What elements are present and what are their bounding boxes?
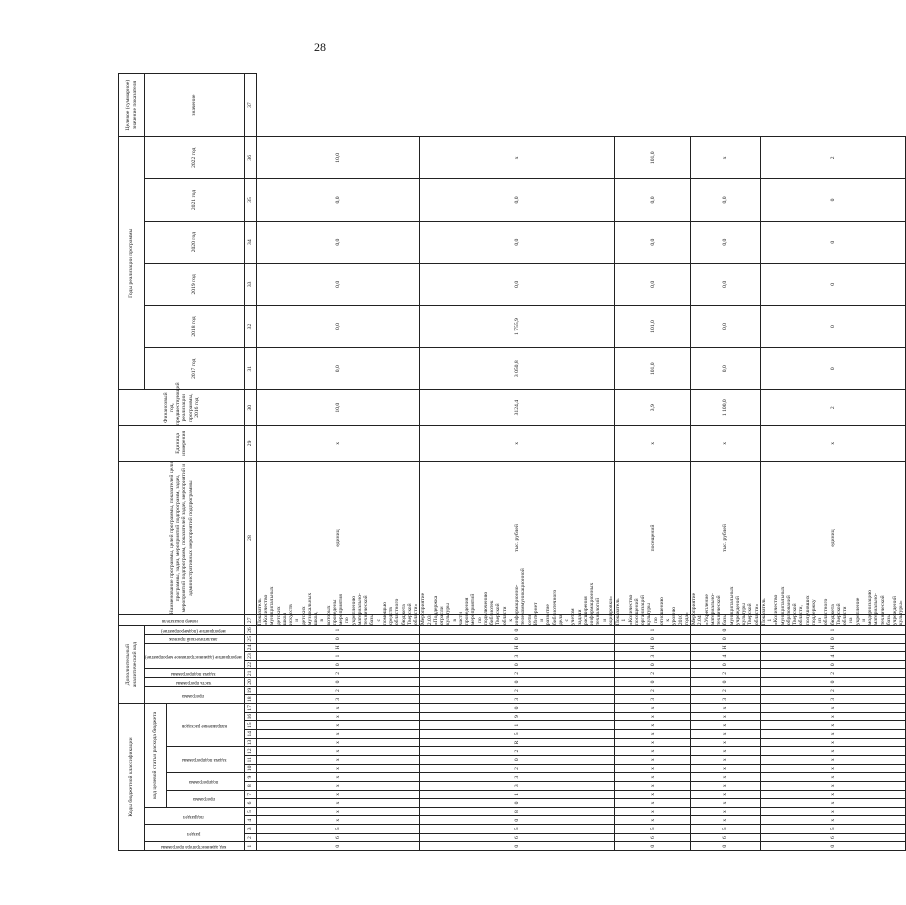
code-cell: Н (420, 643, 615, 652)
header-financial-year: Финансовый год, предшествующий реализации программы, 2016 год (119, 390, 245, 426)
header-target-article: код целевой статьи расхода бюджета (145, 704, 167, 808)
code-cell: х (691, 764, 761, 773)
row-year-value: 2 (760, 390, 905, 426)
row-year-value: 0,0 (420, 179, 615, 221)
code-cell: х (691, 799, 761, 808)
code-cell: х (615, 755, 691, 764)
code-cell: х (615, 704, 691, 713)
row-year-value: 0,0 (691, 263, 761, 305)
code-cell: Н (615, 643, 691, 652)
code-cell: х (760, 755, 905, 764)
column-number: 3 (244, 825, 256, 834)
row-year-value: 3,9 (615, 390, 691, 426)
column-number: 9 (244, 773, 256, 782)
code-cell: 0 (420, 704, 615, 713)
row-year-value: 0,0 (256, 263, 420, 305)
row-year-value: 0,0 (256, 348, 420, 390)
code-cell: х (615, 781, 691, 790)
column-number: 10 (244, 764, 256, 773)
code-cell: х (760, 730, 905, 739)
row-year-value: 3124,4 (420, 390, 615, 426)
column-number: 6 (244, 799, 256, 808)
code-cell: х (760, 807, 905, 816)
column-number: 27 (244, 615, 256, 626)
code-cell: 0 (615, 842, 691, 851)
header-value: значение (145, 74, 245, 137)
column-number: 28 (244, 461, 256, 615)
code-cell: 8 (420, 807, 615, 816)
column-number: 19 (244, 686, 256, 695)
code-cell: х (760, 816, 905, 825)
code-cell: х (615, 712, 691, 721)
row-target: 10,0 (256, 137, 420, 179)
header-budget-classification: Коды бюджетной классификации (119, 704, 145, 851)
header-ts-subprogram-label: подпрограмма (189, 779, 219, 785)
code-cell: х (691, 712, 761, 721)
code-cell: Н (760, 643, 905, 652)
code-cell: 2 (420, 669, 615, 678)
code-cell: 2 (420, 764, 615, 773)
header-subsection-label: подраздел (183, 813, 204, 819)
row-unit: единиц (760, 461, 905, 615)
code-cell: 0 (420, 799, 615, 808)
code-cell: 6 (420, 833, 615, 842)
code-cell: 6 (760, 833, 905, 842)
code-cell: 0 (691, 634, 761, 643)
code-cell: 0 (256, 634, 420, 643)
code-cell: 0 (615, 660, 691, 669)
header-event-index (145, 626, 245, 635)
code-cell: 2 (420, 747, 615, 756)
header-subprogram-task-label: задача подпрограммы (171, 671, 216, 676)
code-cell: 5 (420, 825, 615, 834)
code-cell: х (615, 764, 691, 773)
table-row (615, 74, 691, 851)
indicator-number-cell: 1 (760, 626, 905, 635)
header-unit: Единица измерения (119, 426, 245, 462)
code-cell: х (760, 712, 905, 721)
row-year-value: 0,0 (691, 348, 761, 390)
code-cell: х (691, 730, 761, 739)
code-cell: х (760, 721, 905, 730)
column-number: 30 (244, 390, 256, 426)
code-cell: 4 (760, 652, 905, 661)
table-row (691, 74, 761, 851)
header-ts-program (166, 790, 244, 807)
indicator-number-cell: 0 (420, 626, 615, 635)
code-cell: х (760, 790, 905, 799)
row-year-value: 0,0 (615, 221, 691, 263)
code-cell: 5 (615, 825, 691, 834)
code-cell: 3 (420, 773, 615, 782)
column-number: 1 (244, 842, 256, 851)
header-event-activity-label: мероприятие (административное мероприятие) (145, 653, 242, 659)
code-cell: 3 (420, 781, 615, 790)
code-cell: 0 (691, 678, 761, 687)
header-indicator-number-label: номер показателя (162, 617, 199, 623)
code-cell: х (256, 704, 420, 713)
code-cell: 5 (760, 825, 905, 834)
row-year-value: 0,0 (256, 221, 420, 263)
code-cell: х (760, 773, 905, 782)
code-cell: 2 (691, 686, 761, 695)
row-target: х (420, 137, 615, 179)
column-number: 5 (244, 807, 256, 816)
code-cell: 0 (420, 660, 615, 669)
row-year-value: 0 (760, 221, 905, 263)
column-number: 21 (244, 669, 256, 678)
column-number: 14 (244, 730, 256, 739)
row-year-value: 10,0 (256, 390, 420, 426)
page-number: 28 (314, 40, 326, 54)
column-number: 20 (244, 678, 256, 687)
column-number: 15 (244, 721, 256, 730)
header-year-1: 2017 год (145, 348, 245, 390)
code-cell: 0 (615, 678, 691, 687)
column-number: 17 (244, 704, 256, 713)
code-cell: 6 (256, 833, 420, 842)
header-program (145, 686, 245, 703)
row-year-value: 101,0 (615, 348, 691, 390)
column-number: 7 (244, 790, 256, 799)
code-cell: 0 (760, 842, 905, 851)
row-financial-year: х (760, 426, 905, 462)
column-number: 29 (244, 426, 256, 462)
code-cell: 0 (420, 678, 615, 687)
code-cell: х (760, 764, 905, 773)
code-cell: х (760, 781, 905, 790)
code-cell: 1 (420, 721, 615, 730)
row-financial-year: х (691, 426, 761, 462)
code-cell: х (760, 704, 905, 713)
column-number: 36 (244, 137, 256, 179)
code-cell: 3 (420, 695, 615, 704)
header-year-5: 2021 год (145, 179, 245, 221)
row-year-value: 0,0 (691, 179, 761, 221)
column-number: 22 (244, 660, 256, 669)
code-cell: Н (691, 643, 761, 652)
row-target: 2 (760, 137, 905, 179)
row-financial-year: х (256, 426, 420, 462)
code-cell: 4 (691, 652, 761, 661)
column-number: 2 (244, 833, 256, 842)
code-cell: 3 (256, 695, 420, 704)
row-name: Показатель 1 «Количество посещений организаций культуры по отношению к уровню 2010 года» (615, 594, 690, 626)
row-name: Мероприятие 2.03 «Поддержка отрасли культуры в части проведения мероприятий по подключению библиотек Тверской области к информационно-телекоммуникационной сети Интернет и развитие библиотечного дела с учетом задачи расширения информационных технологий и оцифровки» (420, 568, 614, 626)
code-cell: 3 (760, 695, 905, 704)
column-number: 37 (244, 74, 256, 137)
code-cell: х (615, 790, 691, 799)
code-cell: х (615, 773, 691, 782)
header-subsection (145, 807, 245, 824)
code-cell: х (691, 807, 761, 816)
code-cell: х (256, 773, 420, 782)
code-cell: х (615, 721, 691, 730)
table-row (256, 74, 420, 851)
header-year-4: 2020 год (145, 221, 245, 263)
row-year-value: 1 100,0 (691, 390, 761, 426)
code-cell: х (760, 799, 905, 808)
code-cell: х (615, 747, 691, 756)
code-cell: 0 (760, 660, 905, 669)
header-section-label: раздел (186, 830, 200, 836)
row-unit: посещений (615, 461, 691, 615)
row-year-value: 0 (760, 305, 905, 347)
code-cell: х (256, 764, 420, 773)
code-cell: 0 (615, 634, 691, 643)
rotated-table-container (118, 73, 905, 851)
row-year-value: 0 (760, 348, 905, 390)
code-cell: х (256, 790, 420, 799)
code-cell: 3 (615, 695, 691, 704)
row-year-value: 101,0 (615, 305, 691, 347)
header-ts-direction-label: направление расходов (181, 722, 227, 728)
code-cell: 0 (420, 842, 615, 851)
row-year-value: 0,0 (615, 179, 691, 221)
header-ts-direction (166, 704, 244, 747)
code-cell: 0 (691, 660, 761, 669)
code-cell: х (615, 799, 691, 808)
header-name: Наименование программы, целей программы, показателей цели программы, задач, мероприятий подпрограмм, задач, мероприятий подпрограмм, показателей задач, мероприятий и административных мероприятий подпрограммы (119, 461, 245, 615)
code-cell: х (760, 747, 905, 756)
code-cell: 2 (760, 686, 905, 695)
code-cell: 2 (760, 669, 905, 678)
code-cell: х (691, 790, 761, 799)
column-number: 23 (244, 652, 256, 661)
code-cell: х (615, 807, 691, 816)
document-sheet (118, 73, 905, 851)
row-unit: тыс. рублей (691, 461, 761, 615)
code-cell: 2 (691, 669, 761, 678)
column-number: 33 (244, 263, 256, 305)
code-cell: х (691, 704, 761, 713)
column-number: 31 (244, 348, 256, 390)
header-admin-code (145, 842, 245, 851)
code-cell: х (256, 816, 420, 825)
program-table (118, 73, 906, 851)
code-cell: х (256, 730, 420, 739)
header-year-3: 2019 год (145, 263, 245, 305)
header-analytic-sign-label: аналитический признак (169, 636, 218, 642)
code-cell: х (256, 738, 420, 747)
row-year-value: 0,0 (256, 179, 420, 221)
code-cell: х (691, 816, 761, 825)
header-analytic-sign (145, 634, 245, 643)
code-cell: 0 (256, 678, 420, 687)
row-financial-year: х (615, 426, 691, 462)
code-cell: 0 (760, 634, 905, 643)
code-cell: 0 (420, 755, 615, 764)
header-implementation-years: Годы реализации программы (119, 137, 145, 390)
header-indicator-number (119, 615, 245, 626)
code-cell: 9 (420, 712, 615, 721)
row-name: Мероприятие 2.04 «Укрепление материально-технической базы муниципальных учреждений культуры Тверской области» (691, 586, 760, 626)
code-cell: Н (256, 643, 420, 652)
column-number: 12 (244, 747, 256, 756)
row-year-value: 0 (760, 179, 905, 221)
code-cell: х (256, 721, 420, 730)
row-unit: тыс. рублей (420, 461, 615, 615)
column-number: 11 (244, 755, 256, 764)
row-year-value: 0,0 (420, 221, 615, 263)
code-cell: 6 (615, 833, 691, 842)
header-year-2: 2018 год (145, 305, 245, 347)
row-year-value: 0,0 (691, 305, 761, 347)
code-cell: 0 (691, 842, 761, 851)
code-cell: х (256, 747, 420, 756)
column-number: 4 (244, 816, 256, 825)
column-number: 25 (244, 634, 256, 643)
column-number: 26 (244, 626, 256, 635)
header-admin-code-label: код администратора программы (160, 843, 226, 849)
code-cell: х (691, 773, 761, 782)
code-cell: 1 (420, 790, 615, 799)
column-number: 34 (244, 221, 256, 263)
code-cell: х (256, 755, 420, 764)
code-cell: 6 (691, 833, 761, 842)
code-cell: х (256, 799, 420, 808)
row-year-value: 3 050,8 (420, 348, 615, 390)
code-cell: 0 (420, 816, 615, 825)
row-year-value: 0 (760, 263, 905, 305)
table-row (420, 74, 615, 851)
code-cell: х (615, 738, 691, 747)
code-cell: х (256, 781, 420, 790)
header-ts-program-label: программа (193, 796, 216, 802)
code-cell: 5 (256, 825, 420, 834)
code-cell: х (615, 730, 691, 739)
code-cell: х (691, 721, 761, 730)
row-year-value: 0,0 (615, 263, 691, 305)
code-cell: х (691, 747, 761, 756)
row-target: х (691, 137, 761, 179)
code-cell: х (256, 712, 420, 721)
row-name: Показатель «Количество муниципальных детских школ искусств и детских музыкальных школ, в которых проведены мероприятия по укреплению материально-технической базы с помощью средств областного бюджета Тверской области» (256, 586, 420, 626)
code-cell: 0 (420, 634, 615, 643)
header-section (145, 825, 245, 842)
column-number: 18 (244, 695, 256, 704)
header-ts-subprogram (166, 773, 244, 790)
row-year-value: 0,0 (256, 305, 420, 347)
code-cell: 0 (760, 678, 905, 687)
header-event-index-label: мероприятие (подмероприятие) (161, 627, 226, 633)
header-program-part-label: часть программы (175, 679, 211, 685)
column-number: 32 (244, 305, 256, 347)
header-event-activity (145, 643, 245, 669)
code-cell: х (760, 738, 905, 747)
column-number: 13 (244, 738, 256, 747)
indicator-number-cell: 1 (256, 626, 420, 635)
code-cell: х (691, 755, 761, 764)
row-year-value: 0,0 (691, 221, 761, 263)
code-cell: 1 (256, 652, 420, 661)
table-row (760, 74, 905, 851)
header-program-part (145, 678, 245, 687)
row-year-value: 1 755,9 (420, 305, 615, 347)
row-name: Показатель 1 «Количество муниципальных образований Тверской области, получивших поддержку из областного бюджета Тверской области на укрепление и модернизацию материально-технической базы учреждений культуры» (760, 586, 905, 626)
header-ts-task-label: задача подпрограммы (181, 757, 227, 763)
row-financial-year: х (420, 426, 615, 462)
row-year-value: 0,0 (420, 263, 615, 305)
header-year-6: 2022 год (145, 137, 245, 179)
code-cell: R (420, 738, 615, 747)
code-cell: 2 (615, 686, 691, 695)
code-cell: 2 (615, 669, 691, 678)
code-cell: 2 (256, 669, 420, 678)
code-cell: х (691, 738, 761, 747)
header-program-label: программа (182, 692, 205, 698)
row-target: 101,0 (615, 137, 691, 179)
code-cell: 0 (256, 660, 420, 669)
code-cell: х (691, 781, 761, 790)
column-number: 8 (244, 781, 256, 790)
code-cell: 3 (691, 695, 761, 704)
header-additional-code: Дополнительный аналитический код (119, 626, 145, 704)
code-cell: х (615, 816, 691, 825)
column-number: 24 (244, 643, 256, 652)
code-cell: 2 (420, 686, 615, 695)
code-cell: 3 (420, 652, 615, 661)
indicator-number-cell: 0 (691, 626, 761, 635)
column-number: 16 (244, 712, 256, 721)
code-cell: 3 (615, 652, 691, 661)
header-target-value: Целевое (суммарное) значение показателя (119, 74, 145, 137)
code-cell: 2 (256, 686, 420, 695)
indicator-number-cell: 1 (615, 626, 691, 635)
header-subprogram-task (145, 669, 245, 678)
column-number: 35 (244, 179, 256, 221)
code-cell: 5 (420, 730, 615, 739)
row-unit: единиц (256, 461, 420, 615)
code-cell: 0 (256, 842, 420, 851)
header-ts-task (166, 747, 244, 773)
code-cell: х (256, 807, 420, 816)
code-cell: 5 (691, 825, 761, 834)
